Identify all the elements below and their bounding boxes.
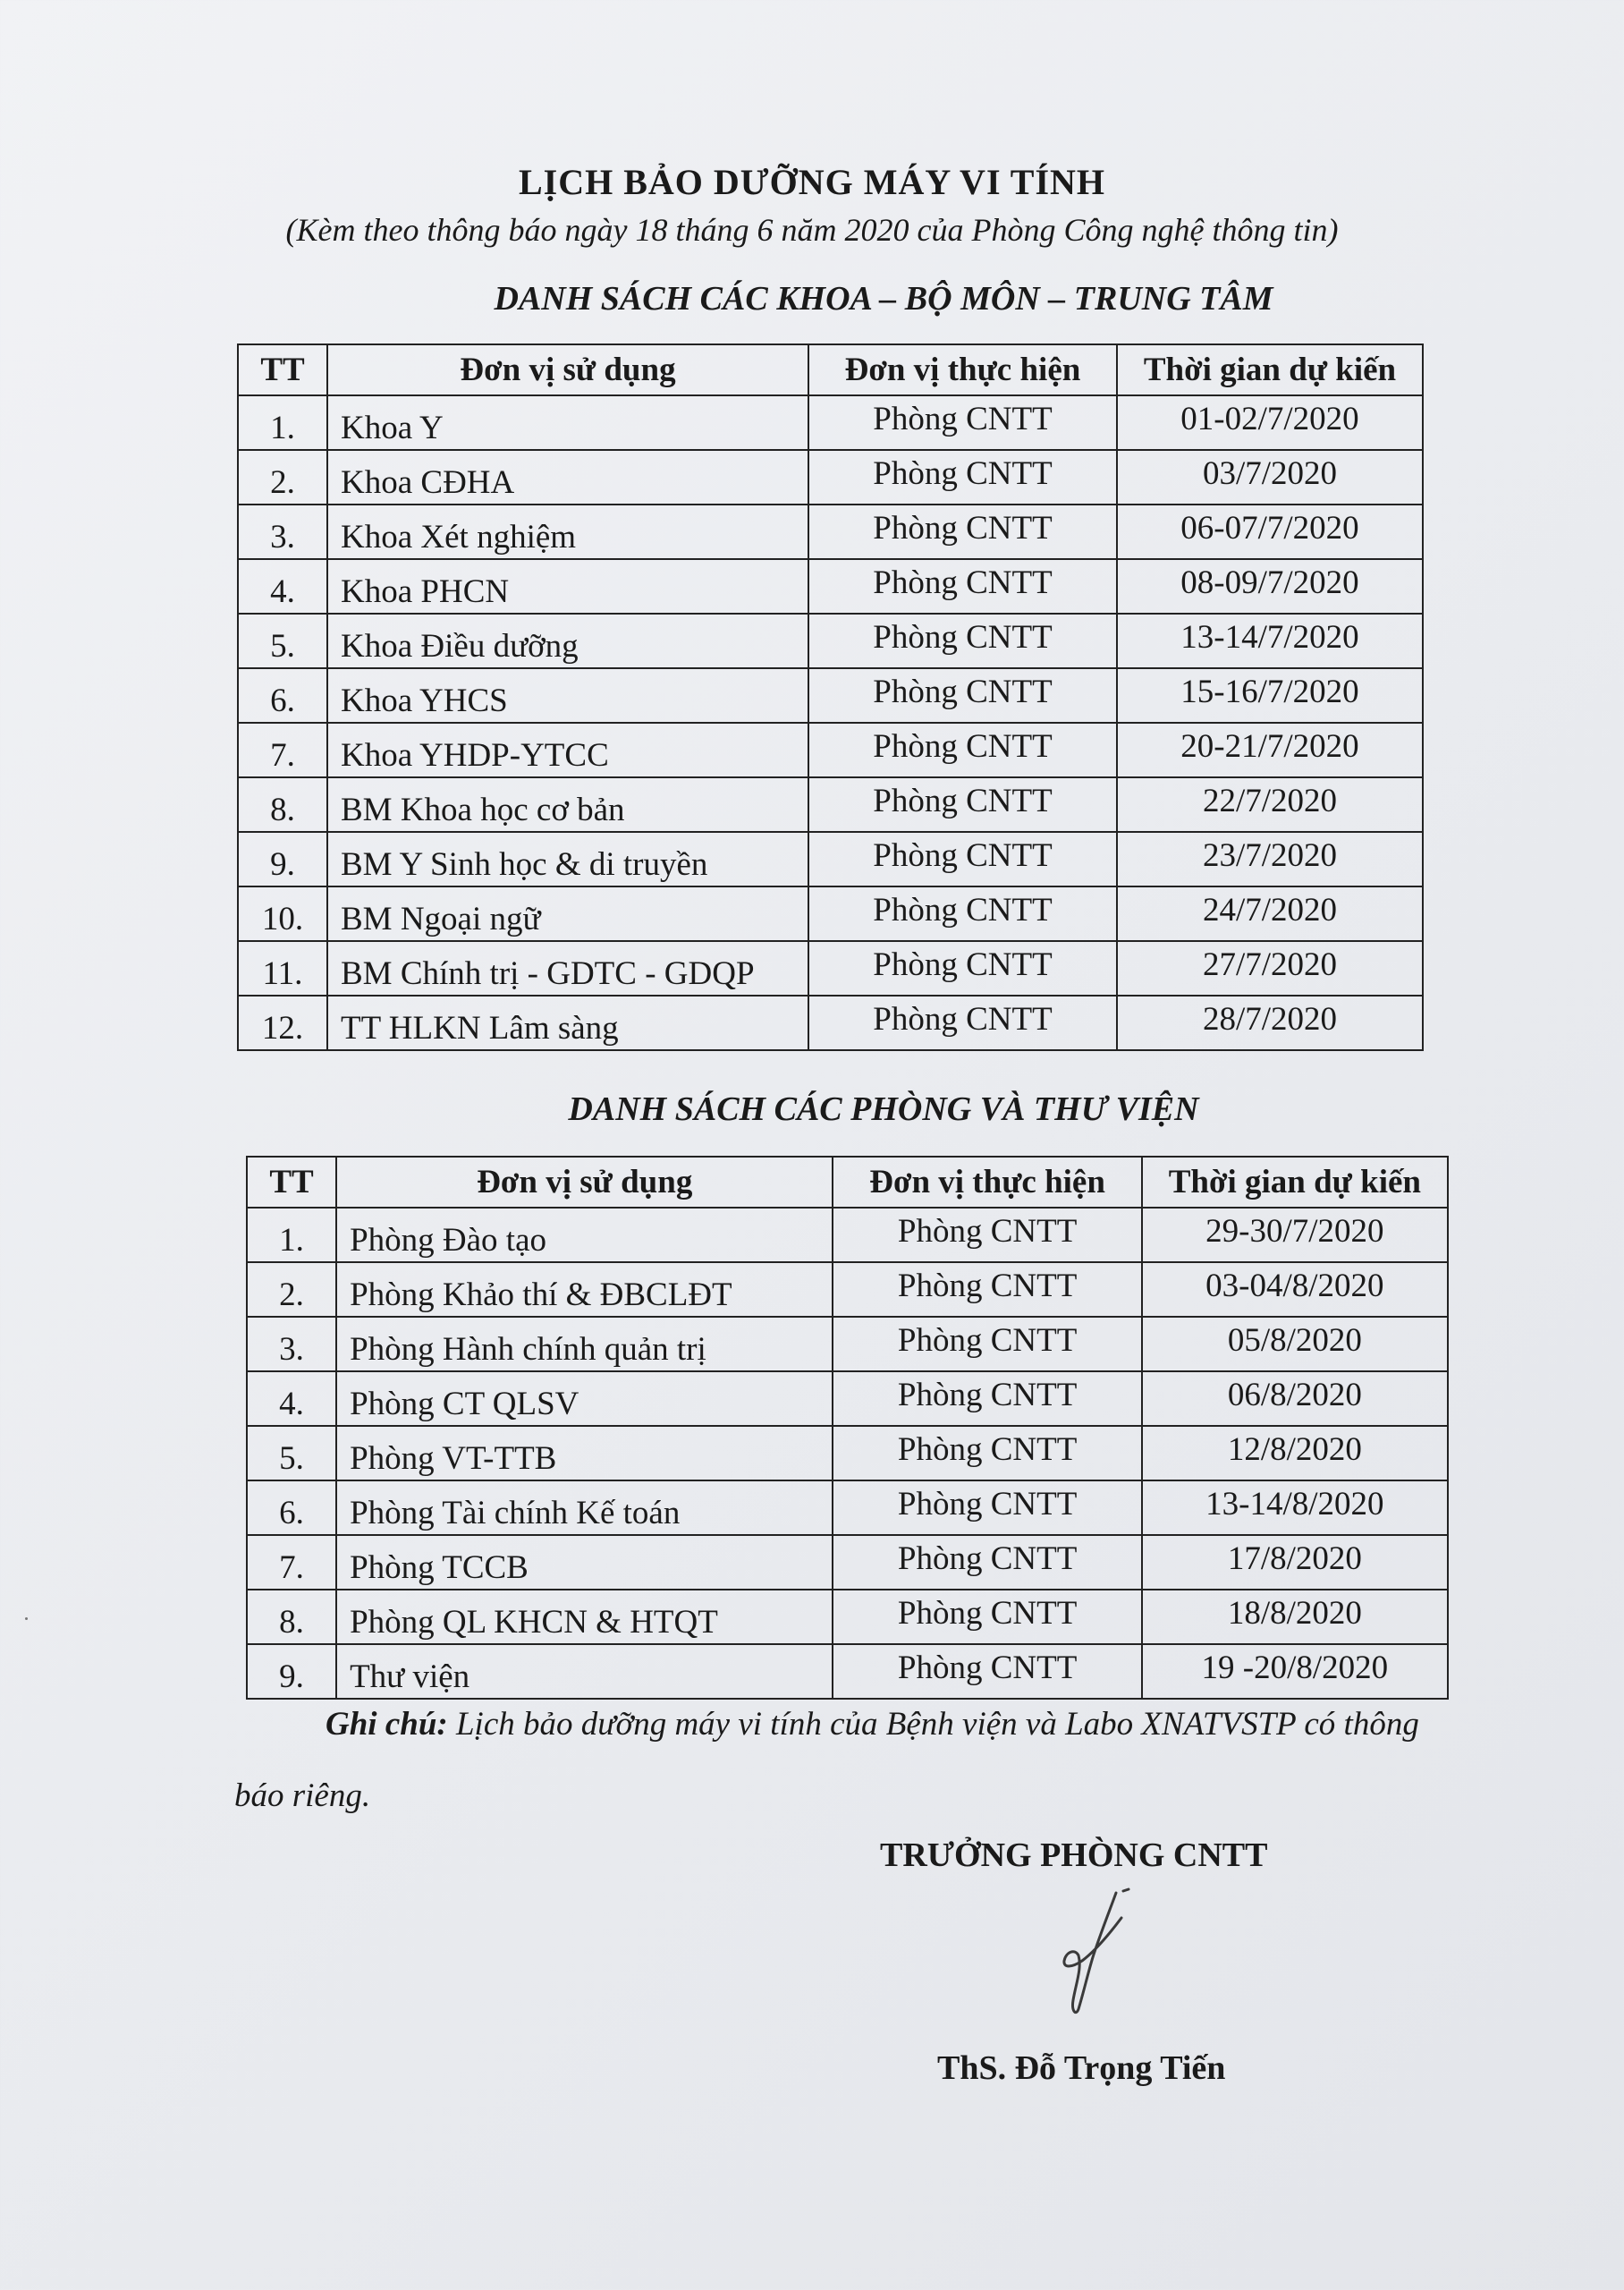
section1-heading: DANH SÁCH CÁC KHOA – BỘ MÔN – TRUNG TÂM [494, 280, 1273, 318]
row-time: 01-02/7/2020 [1117, 395, 1423, 450]
row-number: 4. [238, 559, 327, 614]
row-executor: Phòng CNTT [808, 723, 1117, 777]
col-header-time: Thời gian dự kiến [1142, 1157, 1448, 1208]
table-row [247, 1317, 1448, 1371]
table-row [247, 1371, 1448, 1426]
row-number: 5. [238, 614, 327, 668]
footnote-label: Ghi chú: [326, 1706, 448, 1743]
row-executor: Phòng CNTT [808, 941, 1117, 996]
row-time: 24/7/2020 [1117, 886, 1423, 941]
row-time: 18/8/2020 [1142, 1590, 1448, 1644]
row-time: 28/7/2020 [1117, 996, 1423, 1050]
document-title: LỊCH BẢO DƯỠNG MÁY VI TÍNH [518, 162, 1106, 202]
table-row [247, 1262, 1448, 1317]
row-unit: Khoa Điều dưỡng [327, 614, 808, 668]
row-number: 9. [247, 1644, 336, 1699]
col-header-executor: Đơn vị thực hiện [833, 1157, 1141, 1208]
table-row [238, 614, 1423, 668]
row-unit: BM Chính trị - GDTC - GDQP [327, 941, 808, 996]
row-unit: Khoa Xét nghiệm [327, 505, 808, 559]
col-header-unit: Đơn vị sử dụng [327, 344, 808, 395]
col-header-time: Thời gian dự kiến [1117, 344, 1423, 395]
signer-title: TRƯỞNG PHÒNG CNTT [880, 1836, 1268, 1874]
row-number: 12. [238, 996, 327, 1050]
row-unit: Phòng QL KHCN & HTQT [336, 1590, 833, 1644]
table-row [238, 996, 1423, 1050]
section2-heading: DANH SÁCH CÁC PHÒNG VÀ THƯ VIỆN [568, 1090, 1199, 1128]
table-row [238, 505, 1423, 559]
document-subtitle: (Kèm theo thông báo ngày 18 tháng 6 năm 2020 của Phòng Công nghệ thông tin) [285, 212, 1339, 248]
row-time: 17/8/2020 [1142, 1535, 1448, 1590]
row-number: 1. [238, 395, 327, 450]
paper-speck [25, 1617, 28, 1620]
table-header-row [238, 344, 1423, 395]
row-number: 8. [238, 777, 327, 832]
table-row [247, 1208, 1448, 1262]
row-unit: Khoa Y [327, 395, 808, 450]
table-header-row [247, 1157, 1448, 1208]
row-unit: BM Ngoại ngữ [327, 886, 808, 941]
col-header-tt: TT [238, 344, 327, 395]
table-row [238, 886, 1423, 941]
row-time: 29-30/7/2020 [1142, 1208, 1448, 1262]
row-number: 10. [238, 886, 327, 941]
table-row [238, 777, 1423, 832]
row-number: 3. [247, 1317, 336, 1371]
row-number: 7. [238, 723, 327, 777]
row-executor: Phòng CNTT [808, 886, 1117, 941]
row-unit: Phòng TCCB [336, 1535, 833, 1590]
table-row [238, 450, 1423, 505]
row-executor: Phòng CNTT [833, 1535, 1141, 1590]
row-unit: BM Y Sinh học & di truyền [327, 832, 808, 886]
row-time: 08-09/7/2020 [1117, 559, 1423, 614]
row-time: 13-14/7/2020 [1117, 614, 1423, 668]
row-executor: Phòng CNTT [808, 668, 1117, 723]
row-executor: Phòng CNTT [833, 1317, 1141, 1371]
row-time: 03-04/8/2020 [1142, 1262, 1448, 1317]
row-unit: Khoa YHDP-YTCC [327, 723, 808, 777]
row-executor: Phòng CNTT [808, 505, 1117, 559]
table-row [238, 941, 1423, 996]
row-executor: Phòng CNTT [833, 1426, 1141, 1480]
table-row [247, 1535, 1448, 1590]
handwritten-signature [1046, 1886, 1145, 2020]
row-executor: Phòng CNTT [833, 1590, 1141, 1644]
row-unit: Thư viện [336, 1644, 833, 1699]
row-time: 23/7/2020 [1117, 832, 1423, 886]
row-time: 20-21/7/2020 [1117, 723, 1423, 777]
table-row [238, 723, 1423, 777]
row-time: 05/8/2020 [1142, 1317, 1448, 1371]
col-header-tt: TT [247, 1157, 336, 1208]
row-unit: Phòng CT QLSV [336, 1371, 833, 1426]
table-row [238, 832, 1423, 886]
row-unit: TT HLKN Lâm sàng [327, 996, 808, 1050]
schedule-table-offices [246, 1156, 1449, 1700]
row-number: 4. [247, 1371, 336, 1426]
row-executor: Phòng CNTT [808, 996, 1117, 1050]
table-row [238, 395, 1423, 450]
row-time: 19 -20/8/2020 [1142, 1644, 1448, 1699]
row-executor: Phòng CNTT [808, 777, 1117, 832]
row-unit: Phòng Tài chính Kế toán [336, 1480, 833, 1535]
table-row [247, 1590, 1448, 1644]
row-executor: Phòng CNTT [808, 450, 1117, 505]
row-executor: Phòng CNTT [808, 614, 1117, 668]
row-unit: Phòng Khảo thí & ĐBCLĐT [336, 1262, 833, 1317]
row-executor: Phòng CNTT [808, 832, 1117, 886]
row-number: 2. [247, 1262, 336, 1317]
row-time: 06-07/7/2020 [1117, 505, 1423, 559]
footnote-text: Lịch bảo dưỡng máy vi tính của Bệnh viện và Labo XNATVSTP có thông báo riêng. [234, 1706, 1419, 1814]
signer-name: ThS. Đỗ Trọng Tiến [937, 2049, 1226, 2087]
row-time: 12/8/2020 [1142, 1426, 1448, 1480]
row-executor: Phòng CNTT [833, 1208, 1141, 1262]
row-time: 22/7/2020 [1117, 777, 1423, 832]
table-row [238, 559, 1423, 614]
row-time: 15-16/7/2020 [1117, 668, 1423, 723]
schedule-table-faculties [237, 344, 1424, 1051]
row-number: 3. [238, 505, 327, 559]
row-unit: Phòng Đào tạo [336, 1208, 833, 1262]
row-time: 13-14/8/2020 [1142, 1480, 1448, 1535]
row-number: 9. [238, 832, 327, 886]
row-executor: Phòng CNTT [833, 1262, 1141, 1317]
row-executor: Phòng CNTT [808, 395, 1117, 450]
row-executor: Phòng CNTT [833, 1371, 1141, 1426]
col-header-executor: Đơn vị thực hiện [808, 344, 1117, 395]
row-executor: Phòng CNTT [808, 559, 1117, 614]
row-unit: Phòng Hành chính quản trị [336, 1317, 833, 1371]
row-number: 8. [247, 1590, 336, 1644]
row-number: 7. [247, 1535, 336, 1590]
row-unit: Khoa CĐHA [327, 450, 808, 505]
row-number: 2. [238, 450, 327, 505]
row-executor: Phòng CNTT [833, 1480, 1141, 1535]
row-time: 06/8/2020 [1142, 1371, 1448, 1426]
row-time: 27/7/2020 [1117, 941, 1423, 996]
table-row [247, 1426, 1448, 1480]
row-number: 1. [247, 1208, 336, 1262]
row-executor: Phòng CNTT [833, 1644, 1141, 1699]
row-number: 11. [238, 941, 327, 996]
row-time: 03/7/2020 [1117, 450, 1423, 505]
row-unit: Khoa YHCS [327, 668, 808, 723]
footnote [234, 1689, 1433, 1832]
row-number: 5. [247, 1426, 336, 1480]
table-row [238, 668, 1423, 723]
row-unit: Khoa PHCN [327, 559, 808, 614]
row-unit: Phòng VT-TTB [336, 1426, 833, 1480]
row-number: 6. [238, 668, 327, 723]
table-row [247, 1480, 1448, 1535]
row-number: 6. [247, 1480, 336, 1535]
row-unit: BM Khoa học cơ bản [327, 777, 808, 832]
col-header-unit: Đơn vị sử dụng [336, 1157, 833, 1208]
